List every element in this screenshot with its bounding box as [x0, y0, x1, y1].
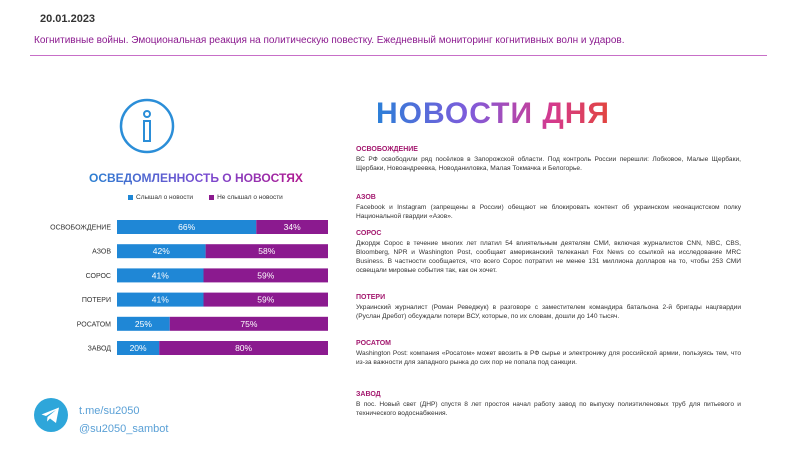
legend-label-heard: Слышал о новости [136, 194, 194, 201]
data-label-heard: 25% [134, 318, 152, 329]
data-label-not-heard: 34% [283, 222, 301, 232]
report-date: 20.01.2023 [40, 13, 96, 25]
data-label-heard: 41% [151, 294, 169, 305]
news-item-rosatom [356, 340, 741, 367]
legend-label-not-heard: Не слышал о новости [217, 194, 283, 201]
report-subtitle: Когнитивные войны. Эмоциональная реакция на политическую повестку. Ежедневный мониторинг когнитивных волн и ударов. [34, 35, 625, 46]
category-label: ЗАВОД [87, 345, 111, 353]
news-item-soros [356, 230, 741, 275]
awareness-chart [0, 212, 345, 362]
news-text: ВС РФ освободили ряд посёлков в Запорожской области. Под контроль России перешли: Лобковое, Малые Щербаки, Щербаки, Новоандреевка, Новоданиловка, Малая Токмачка и Белогорье. [356, 156, 741, 172]
legend-item-heard [128, 194, 193, 201]
news-text: Джордж Сорос в течение многих лет платил 54 влиятельным деятелям СМИ, включая журналистов CNN, NBC, CBS, Bloomberg, NPR и Washington Post, сообщает американский телеканал Fox News со ссылкой на исследование MRC Business. В частности сообщается, что всего Сорос потратил не менее 131 миллиона долларов на то, чтобы 253 СМИ освещали мировые события так, как он хочет. [356, 240, 741, 274]
legend-item-not-heard [209, 194, 283, 201]
news-heading: ПОТЕРИ [356, 294, 386, 301]
data-label-not-heard: 59% [257, 270, 275, 281]
news-item-losses [356, 294, 741, 321]
chart-legend [128, 194, 283, 201]
data-label-not-heard: 80% [235, 343, 253, 353]
legend-swatch-not-heard [209, 195, 214, 200]
news-text: Facebook и Instagram (запрещены в России) обещают не блокировать контент об украинском неонацистском полку Национальной гвардии «Азов». [356, 204, 741, 220]
telegram-link[interactable]: t.me/su2050 [79, 405, 140, 417]
bot-handle[interactable]: @su2050_sambot [79, 423, 169, 435]
data-label-not-heard: 58% [258, 246, 276, 257]
data-label-heard: 41% [151, 270, 169, 281]
news-text: В пос. Новый свет (ДНР) спустя 8 лет простоя начал работу завод по выпуску полиэтиленовых труб для питьевого и технического водоснабжения. [356, 401, 741, 417]
info-icon [118, 97, 176, 155]
data-label-not-heard: 75% [240, 318, 258, 329]
category-label: ПОТЕРИ [81, 297, 111, 305]
header-divider [30, 55, 767, 56]
news-heading: АЗОВ [356, 194, 376, 201]
contacts [79, 402, 168, 438]
news-title: НОВОСТИ ДНЯ [376, 97, 610, 130]
category-label: РОСАТОМ [76, 321, 111, 329]
news-item-azov [356, 194, 741, 221]
news-heading: ОСВОБОЖДЕНИЕ [356, 146, 418, 153]
data-label-not-heard: 59% [257, 294, 275, 305]
news-heading: ЗАВОД [356, 391, 381, 398]
news-item-liberation [356, 146, 741, 173]
news-item-plant [356, 391, 741, 418]
data-label-heard: 42% [152, 246, 170, 257]
data-label-heard: 66% [178, 222, 196, 232]
news-text: Украинский журналист (Роман Реведжук) в разговоре с заместителем командира батальона 2-й бригады нацгвардии (Руслан Дребот) обсуждали потери ВСУ, которые, по их словам, дошли до 140 тысяч. [356, 304, 741, 320]
news-heading: СОРОС [356, 230, 382, 237]
category-label: СОРОС [85, 272, 111, 280]
category-label: ОСВОБОЖДЕНИЕ [50, 224, 111, 232]
news-text: Washington Post: компания «Росатом» может ввозить в РФ сырье и электронику для российской армии, пользуясь тем, что из-за важности для западного рынка до сих пор не попала под санкции. [356, 350, 741, 366]
data-label-heard: 20% [129, 343, 147, 353]
chart-title: ОСВЕДОМЛЕННОСТЬ О НОВОСТЯХ [89, 171, 303, 185]
legend-swatch-heard [128, 195, 133, 200]
news-heading: РОСАТОМ [356, 340, 391, 347]
telegram-icon[interactable] [34, 398, 68, 432]
category-label: АЗОВ [92, 248, 111, 256]
